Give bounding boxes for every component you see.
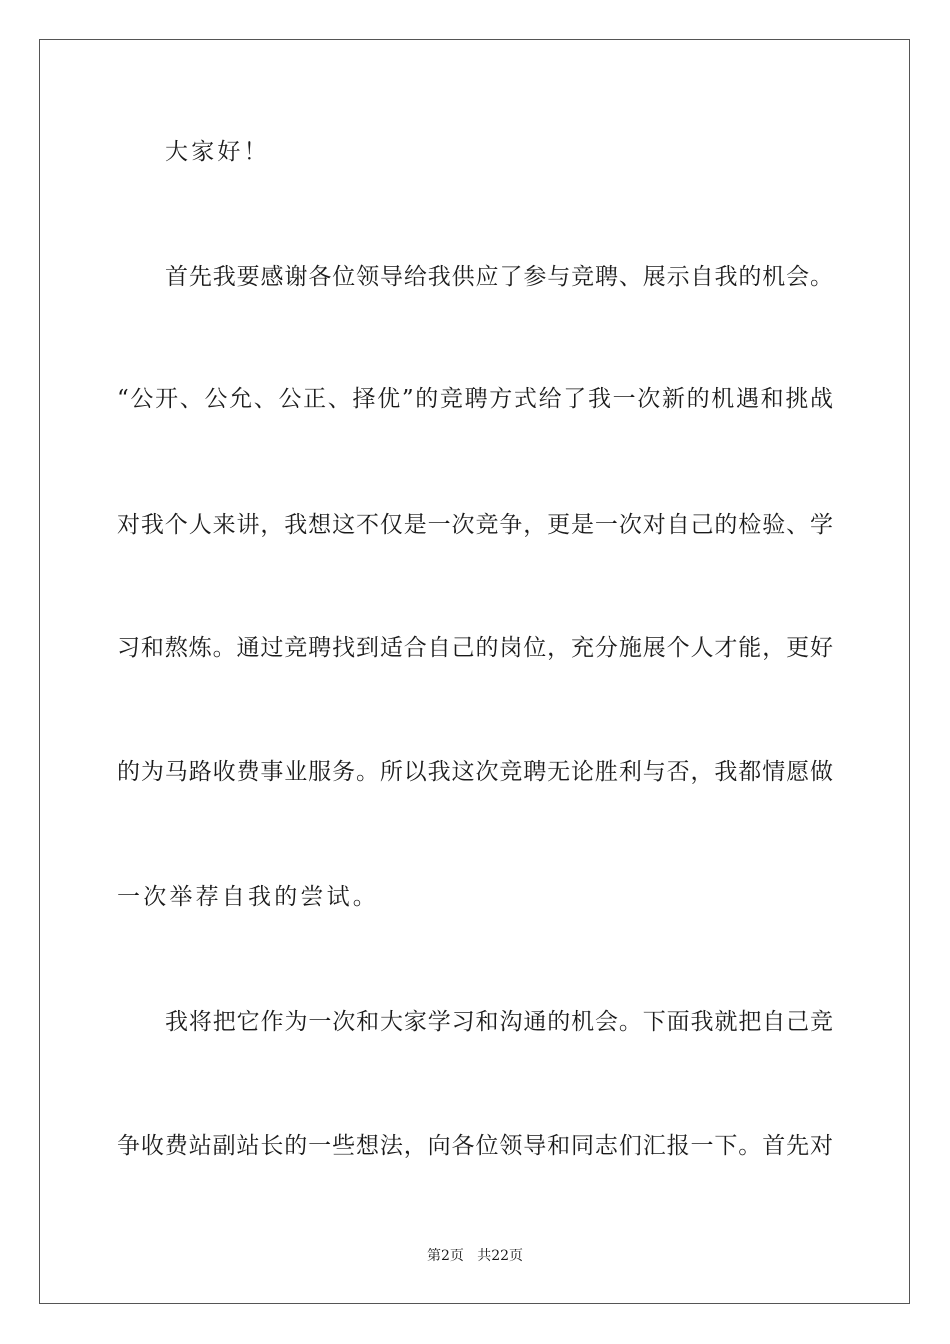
paragraph-line: 习和熬炼。通过竞聘找到适合自己的岗位，充分施展个人才能，更好 (117, 635, 833, 661)
page-number-footer: 第2页 共22页 (426, 1248, 524, 1264)
paragraph-line: 对我个人来讲，我想这不仅是一次竞争，更是一次对自己的检验、学 (117, 512, 833, 538)
paragraph-line: “公开、公允、公正、择优”的竞聘方式给了我一次新的机遇和挑战 (117, 386, 833, 412)
greeting-line: 大家好！ (165, 139, 270, 165)
paragraph-line: 的为马路收费事业服务。所以我这次竞聘无论胜利与否，我都情愿做 (117, 759, 833, 785)
paragraph-line: 我将把它作为一次和大家学习和沟通的机会。下面我就把自己竞 (165, 1009, 833, 1035)
paragraph-line: 一次举荐自我的尝试。 (117, 884, 379, 910)
page-border (39, 39, 910, 1304)
paragraph-line: 首先我要感谢各位领导给我供应了参与竞聘、展示自我的机会。 (165, 264, 833, 290)
paragraph-line: 争收费站副站长的一些想法，向各位领导和同志们汇报一下。首先对 (117, 1133, 833, 1159)
